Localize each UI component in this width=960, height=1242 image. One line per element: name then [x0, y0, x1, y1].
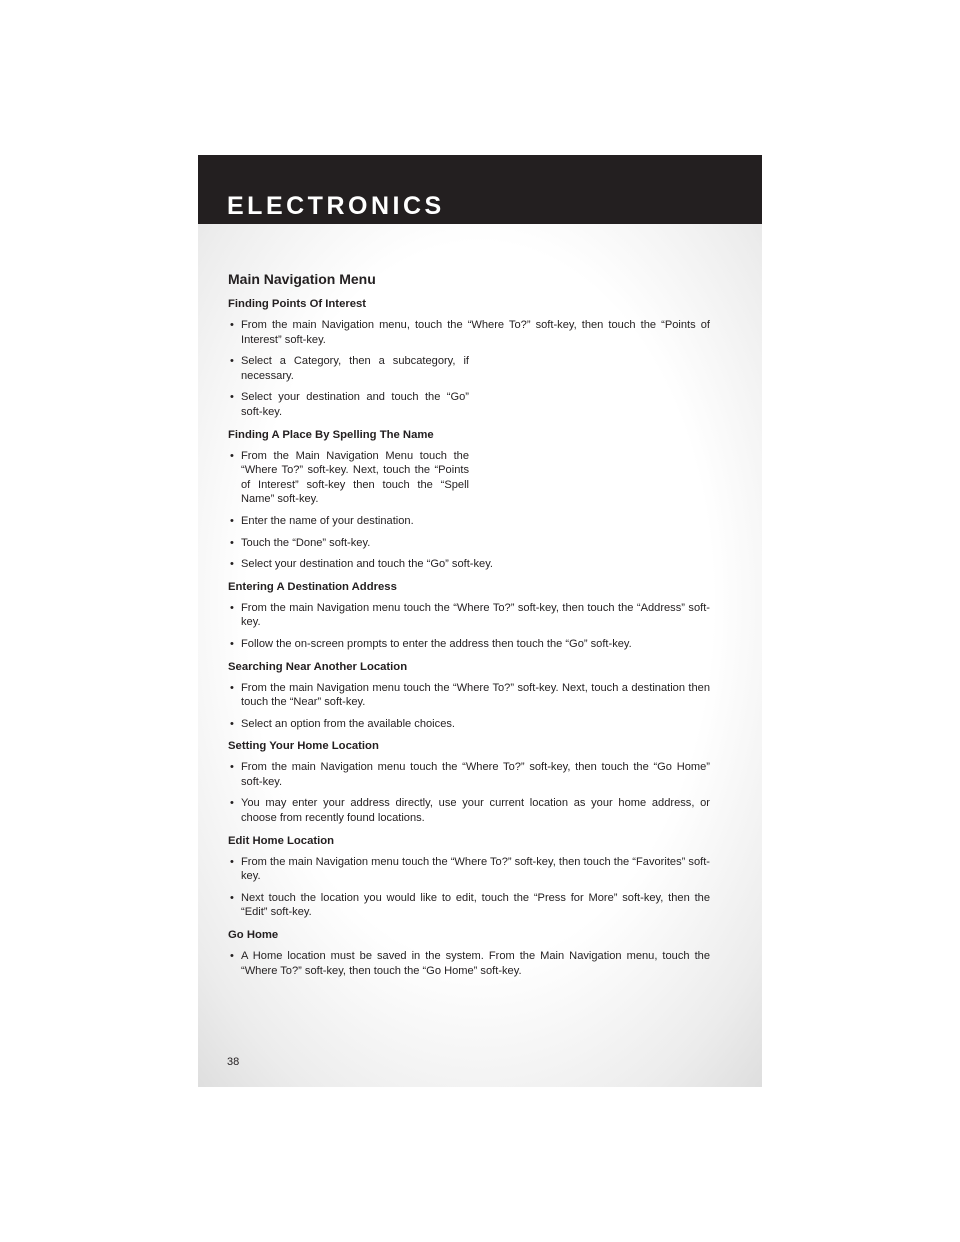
- bullet-list: [228, 601, 710, 652]
- list-item: • Select a Category, then a subcategory, if necessary.: [228, 354, 469, 383]
- bullet-list: [228, 855, 710, 920]
- list-item: • You may enter your address directly, use your current location as your home address, or choose from recently found locations.: [228, 796, 710, 825]
- list-item: • Enter the name of your destination.: [228, 514, 710, 529]
- section-header-bar: [198, 155, 762, 224]
- list-item: • A Home location must be saved in the system. From the Main Navigation menu, touch the “Where To?” soft-key, then touch the “Go Home” soft-key.: [228, 949, 710, 978]
- list-item: • From the main Navigation menu touch the “Where To?” soft-key, then touch the “Address” soft-key.: [228, 601, 710, 630]
- bullet-list: [228, 449, 710, 572]
- list-item: • Select your destination and touch the “Go” soft-key.: [228, 557, 710, 572]
- page-number: 38: [227, 1056, 240, 1068]
- list-item: • From the main Navigation menu touch the “Where To?” soft-key, then touch the “Go Home” soft-key.: [228, 760, 710, 789]
- subheading-near-location: Searching Near Another Location: [228, 660, 408, 673]
- list-item: • From the Main Navigation Menu touch the “Where To?” soft-key. Next, touch the “Points of Interest” soft-key then touch the “Spell Name” soft-key.: [228, 449, 469, 507]
- subheading-spell-name: Finding A Place By Spelling The Name: [228, 428, 434, 441]
- page-content: [228, 271, 710, 986]
- bullet-list: [228, 681, 710, 732]
- list-item: • Select an option from the available choices.: [228, 717, 710, 732]
- bullet-list: [228, 318, 710, 420]
- list-item: • Select your destination and touch the “Go” soft-key.: [228, 390, 469, 419]
- main-heading: Main Navigation Menu: [228, 271, 376, 287]
- subheading-edit-home: Edit Home Location: [228, 834, 335, 847]
- list-item: • From the main Navigation menu, touch the “Where To?” soft-key, then touch the “Points of Interest” soft-key.: [228, 318, 710, 347]
- section-title: ELECTRONICS: [227, 192, 445, 220]
- list-item: • From the main Navigation menu touch the “Where To?” soft-key, then touch the “Favorites” soft-key.: [228, 855, 710, 884]
- manual-page: [198, 155, 762, 1087]
- list-item: • Next touch the location you would like to edit, touch the “Press for More” soft-key, then the “Edit” soft-key.: [228, 891, 710, 920]
- subheading-finding-poi: Finding Points Of Interest: [228, 298, 367, 310]
- bullet-list: [228, 949, 710, 978]
- list-item: • Follow the on-screen prompts to enter the address then touch the “Go” soft-key.: [228, 637, 710, 652]
- list-item: • From the main Navigation menu touch the “Where To?” soft-key. Next, touch a destination then touch the “Near” soft-key.: [228, 681, 710, 710]
- subheading-home-location: Setting Your Home Location: [228, 740, 379, 753]
- list-item: • Touch the “Done” soft-key.: [228, 536, 710, 551]
- bullet-list: [228, 760, 710, 825]
- subheading-go-home: Go Home: [228, 929, 279, 942]
- subheading-destination-address: Entering A Destination Address: [228, 580, 397, 593]
